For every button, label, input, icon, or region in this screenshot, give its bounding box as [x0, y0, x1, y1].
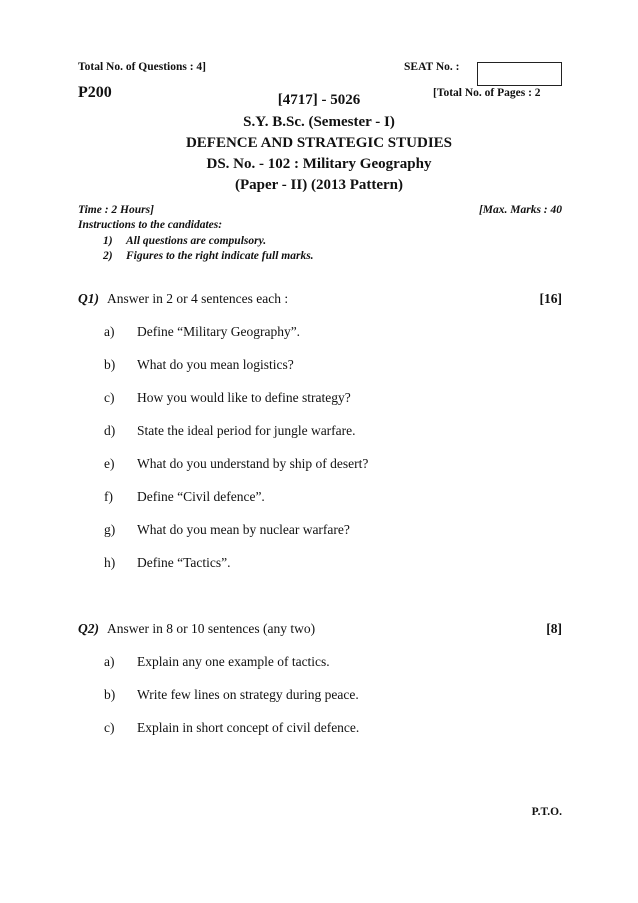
- item-text: What do you understand by ship of desert?: [137, 456, 369, 471]
- item-letter: a): [104, 324, 115, 339]
- question-text: Answer in 8 or 10 sentences (any two): [107, 621, 316, 636]
- instructions-title: Instructions to the candidates:: [78, 219, 223, 231]
- item-text: Explain in short concept of civil defence.: [137, 720, 360, 735]
- item-text: State the ideal period for jungle warfare.: [137, 423, 356, 438]
- item-text: Explain any one example of tactics.: [137, 654, 330, 669]
- seat-number-label: SEAT No. :: [404, 61, 460, 73]
- item-letter: c): [104, 390, 115, 405]
- paper-name: DS. No. - 102 : Military Geography: [206, 156, 432, 172]
- item-text: What do you mean logistics?: [137, 357, 294, 372]
- question-marks: [16]: [539, 291, 562, 306]
- seat-number-box: [477, 62, 562, 86]
- subject-title: DEFENCE AND STRATEGIC STUDIES: [185, 135, 453, 151]
- item-letter: b): [104, 687, 116, 702]
- question-marks: [8]: [546, 621, 562, 636]
- item-letter: h): [104, 555, 116, 570]
- item-letter: e): [104, 456, 115, 471]
- item-text: Define “Tactics”.: [137, 555, 231, 570]
- item-letter: g): [104, 522, 116, 537]
- item-text: Define “Civil defence”.: [137, 489, 265, 504]
- item-letter: a): [104, 654, 115, 669]
- question-label: Q1): [78, 291, 99, 306]
- instruction-text: All questions are compulsory.: [126, 235, 267, 247]
- max-marks: [Max. Marks : 40: [478, 204, 562, 216]
- total-questions: Total No. of Questions : 4]: [78, 61, 206, 73]
- total-pages: [Total No. of Pages : 2: [433, 87, 541, 99]
- item-letter: c): [104, 720, 115, 735]
- paper-pattern: (Paper - II) (2013 Pattern): [234, 177, 403, 193]
- question-text: Answer in 2 or 4 sentences each :: [107, 291, 289, 306]
- instruction-number: 1): [103, 235, 113, 247]
- exam-code: [4717] - 5026: [277, 92, 361, 108]
- pto-label: P.T.O.: [531, 806, 562, 818]
- item-letter: b): [104, 357, 116, 372]
- course-title: S.Y. B.Sc. (Semester - I): [243, 114, 395, 130]
- item-text: Write few lines on strategy during peace.: [137, 687, 359, 702]
- item-text: Define “Military Geography”.: [137, 324, 301, 339]
- item-text: How you would like to define strategy?: [137, 390, 351, 405]
- item-letter: d): [104, 423, 116, 438]
- exam-time: Time : 2 Hours]: [78, 204, 154, 216]
- instruction-text: Figures to the right indicate full marks.: [126, 250, 314, 262]
- item-letter: f): [104, 489, 113, 504]
- instruction-number: 2): [103, 250, 113, 262]
- question-label: Q2): [78, 621, 99, 636]
- item-text: What do you mean by nuclear warfare?: [137, 522, 350, 537]
- paper-code: P200: [78, 84, 112, 101]
